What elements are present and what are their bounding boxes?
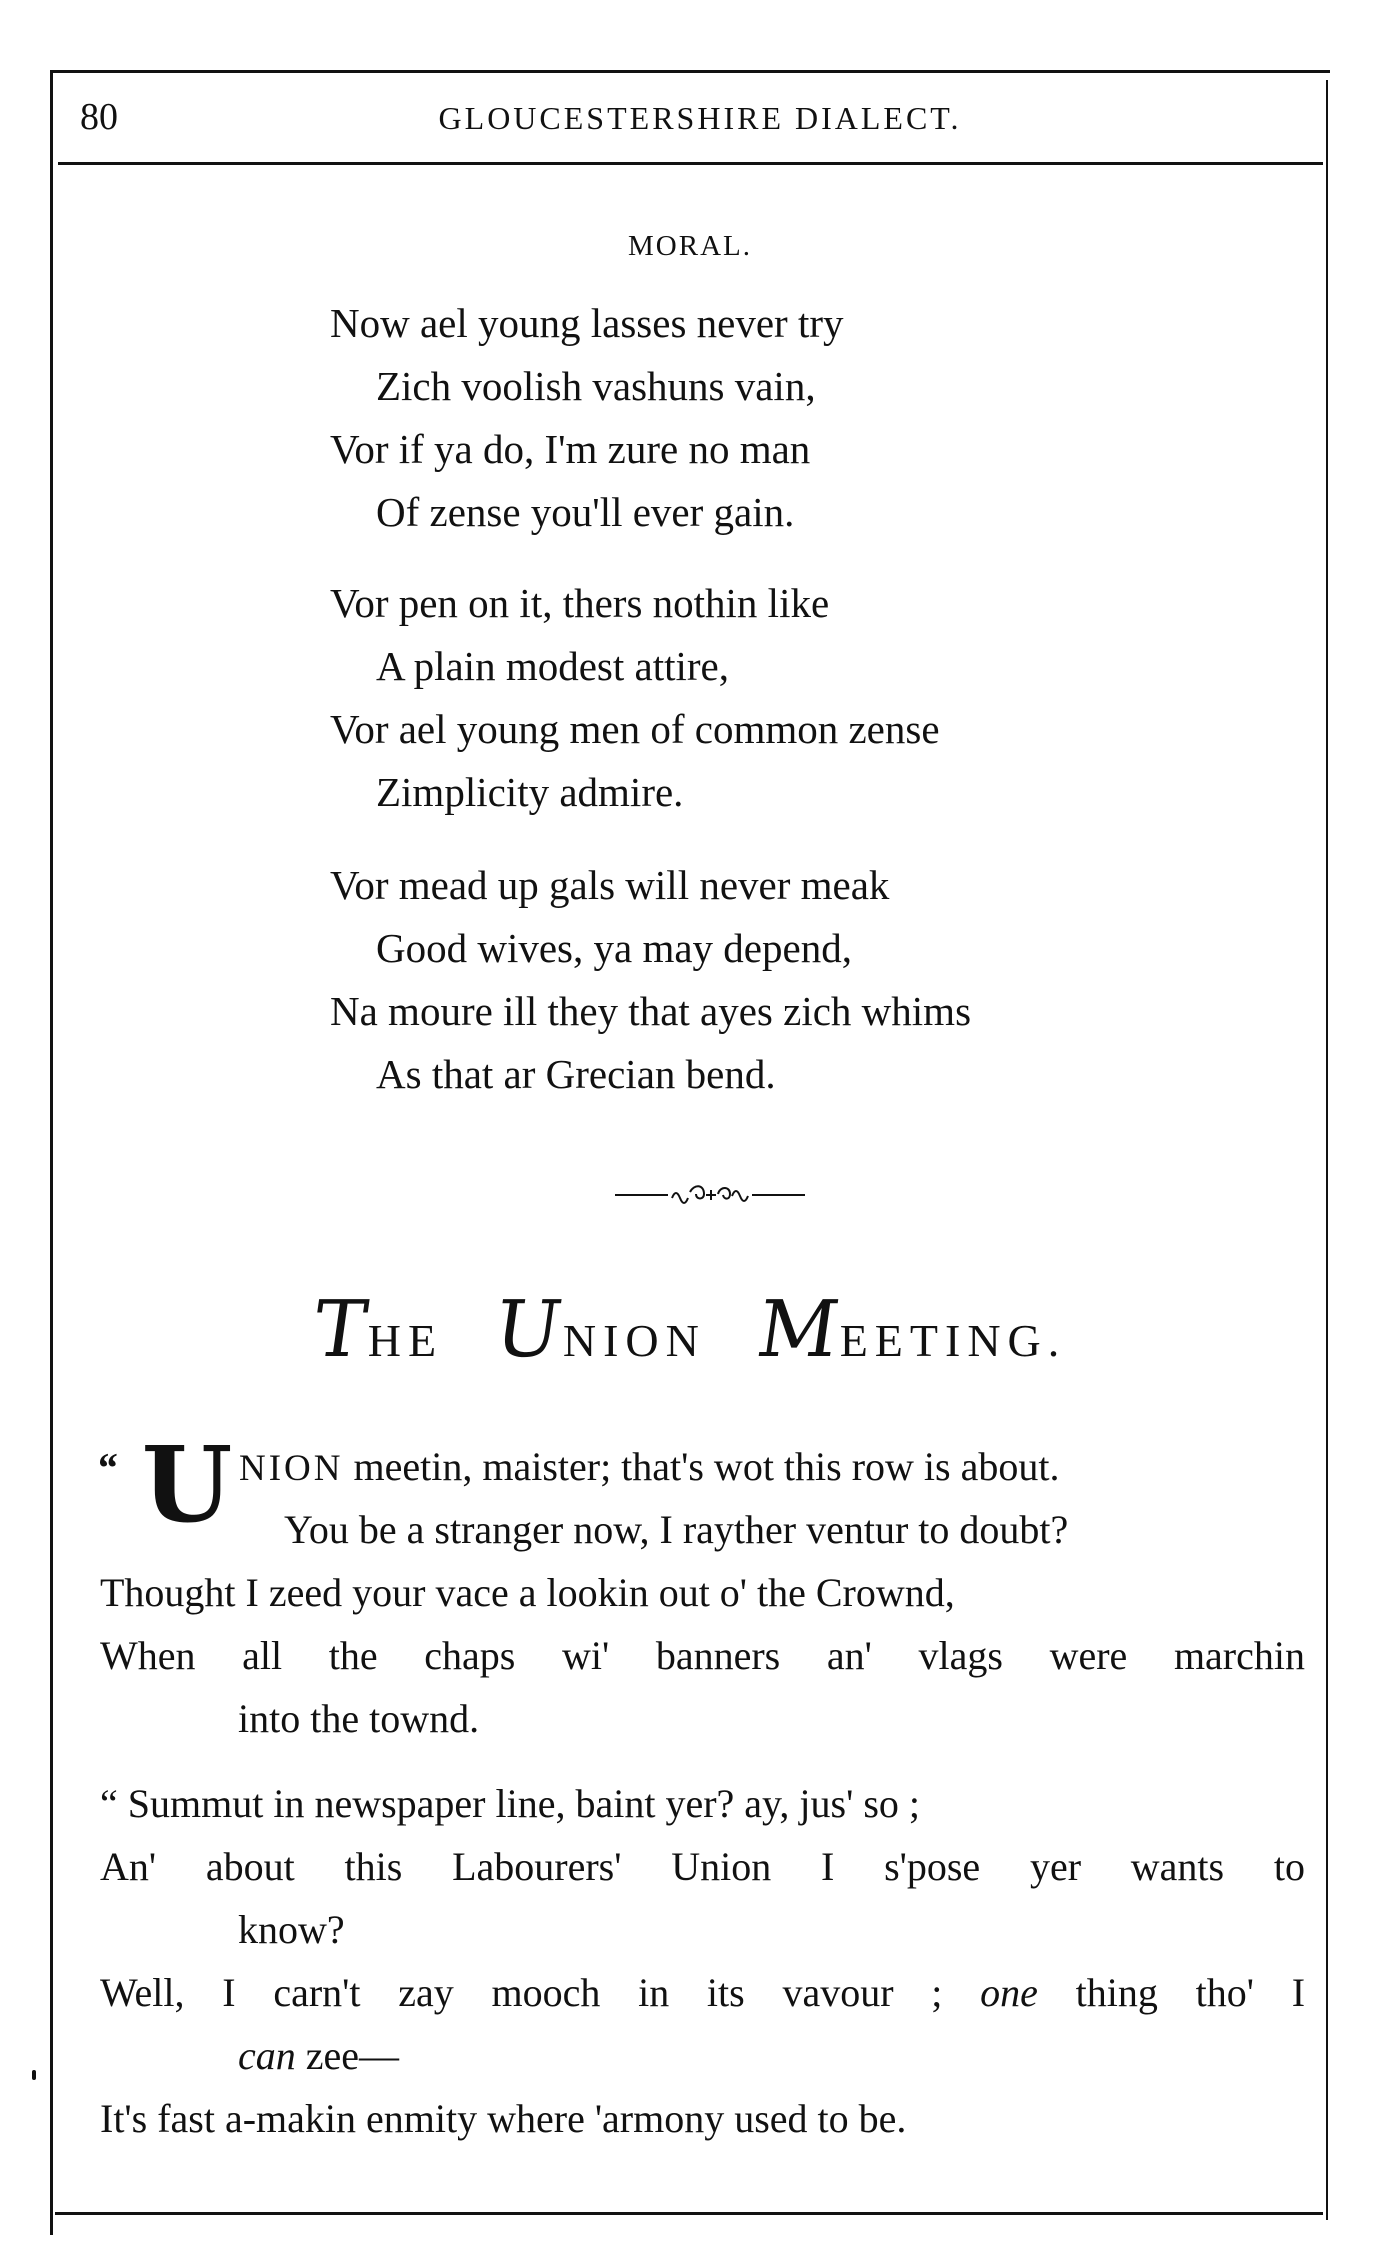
bottom-rule — [55, 2212, 1323, 2215]
verse-line: An' about this Labourers' Union I s'pose yer wants to — [100, 1844, 1305, 1889]
verse-line: Thought I zeed your vace a lookin out o' the Crownd, — [100, 1570, 955, 1615]
poem-title — [0, 1285, 1380, 1381]
title-initial: M — [751, 1285, 847, 1375]
running-title: GLOUCESTERSHIRE DIALECT. — [438, 100, 962, 136]
top-rule — [50, 70, 1330, 73]
header-rule — [58, 162, 1323, 165]
poem-stanza-1 — [100, 1435, 1305, 1750]
moral-heading: MORAL. — [628, 230, 752, 262]
verse-line: Vor mead up gals will never meak — [330, 862, 890, 908]
drop-cap: U — [141, 1423, 233, 1546]
small-caps-word: NION — [239, 1448, 344, 1489]
verse-line — [100, 1961, 1305, 2024]
verse-line: A plain modest attire, — [376, 643, 729, 689]
verse-line: Vor pen on it, thers nothin like — [330, 580, 830, 626]
page-border-left — [50, 70, 53, 2235]
title-word: EETING. — [839, 1315, 1067, 1366]
verse-line: Na moure ill they that ayes zich whims — [330, 988, 972, 1034]
verse-line: Vor if ya do, I'm zure no man — [330, 426, 811, 472]
verse-line: You be a stranger now, I rayther ventur to doubt? — [284, 1507, 1069, 1552]
verse-line: Zich voolish vashuns vain, — [376, 363, 816, 409]
verse-line: Vor ael young men of common zense — [330, 706, 940, 752]
verse-text: thing tho' I — [1075, 1970, 1306, 2015]
page-number: 80 — [80, 96, 118, 138]
ornament-divider — [610, 1178, 810, 1208]
verse-line — [100, 1435, 1305, 1498]
verse-line: Zimplicity admire. — [376, 769, 684, 815]
moral-stanza-3 — [330, 854, 1230, 1106]
verse-line-continuation: know? — [238, 1907, 345, 1952]
moral-stanza-2 — [330, 572, 1230, 824]
moral-stanza-1 — [330, 292, 1230, 544]
page-border-right — [1326, 80, 1328, 2220]
emphasis: one — [980, 1970, 1038, 2015]
verse-text: meetin, maister; that's wot this row is about. — [343, 1444, 1060, 1489]
verse-line: Good wives, ya may depend, — [376, 925, 852, 971]
verse-line: “ Summut in newspaper line, baint yer? ay, jus' so ; — [100, 1781, 920, 1826]
verse-line-continuation: into the townd. — [238, 1696, 480, 1741]
emphasis: can — [238, 2033, 296, 2078]
verse-line-continuation — [100, 2024, 1305, 2087]
title-initial: T — [307, 1285, 375, 1375]
opening-quote: “ — [96, 1446, 117, 1492]
verse-line: It's fast a-makin enmity where 'armony used to be. — [100, 2096, 907, 2141]
verse-line: As that ar Grecian bend. — [376, 1051, 776, 1097]
title-word: NION — [562, 1315, 706, 1366]
ink-speck — [32, 2070, 36, 2080]
title-word: HE — [367, 1315, 444, 1366]
verse-text: zee— — [305, 2033, 400, 2078]
verse-line: Of zense you'll ever gain. — [376, 489, 795, 535]
verse-line: When all the chaps wi' banners an' vlags were marchin — [100, 1633, 1305, 1678]
poem-stanza-2 — [100, 1772, 1305, 2150]
title-initial: U — [488, 1285, 570, 1375]
verse-line: Now ael young lasses never try — [330, 300, 844, 346]
verse-text: Well, I carn't zay mooch in its vavour ; — [100, 1970, 943, 2015]
